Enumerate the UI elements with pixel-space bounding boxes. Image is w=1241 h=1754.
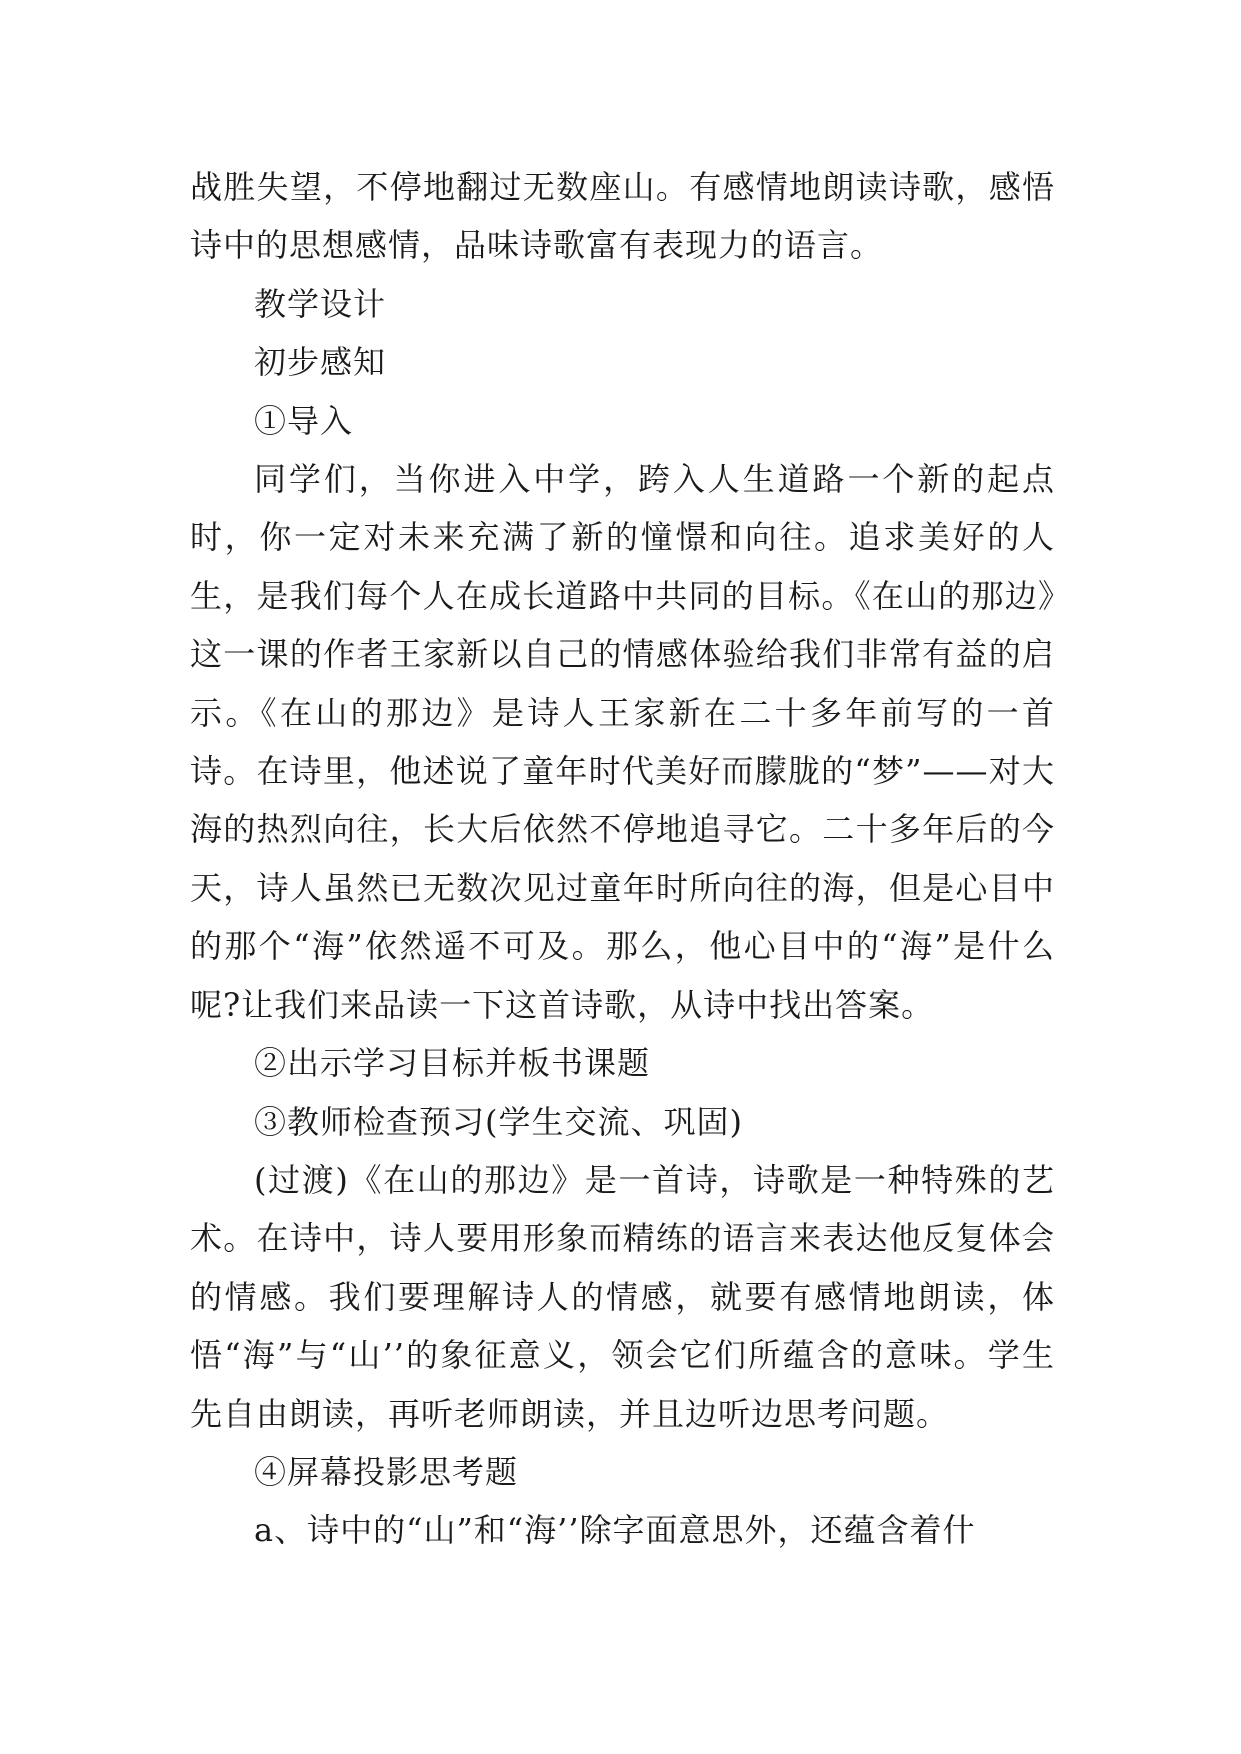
heading-screen-questions: ④屏幕投影思考题 — [254, 1452, 519, 1491]
document-body — [190, 158, 1055, 1560]
heading-learning-goals: ②出示学习目标并板书课题 — [254, 1044, 651, 1083]
paragraph-transition: (过渡)《在山的那边》是一首诗，诗歌是一种特殊的艺术。在诗中，诗人要用形象而精练的语言来表达他反复体会的情感。我们要理解诗人的情感，就要有感情地朗读，体悟“海”与“山’’的象征意义，领会它们所蕴含的意味。学生先自由朗读，再听老师朗读，并且边听边思考问题。 — [190, 1160, 1055, 1433]
heading-check-preview: ③教师检查预习(学生交流、巩固) — [254, 1102, 743, 1141]
paragraph-intro-continuation: 战胜失望，不停地翻过无数座山。有感情地朗读诗歌，感悟诗中的思想感情，品味诗歌富有表现力的语言。 — [190, 168, 1055, 265]
paragraph-question-a: a、诗中的“山”和“海’’除字面意思外，还蕴含着什 — [254, 1511, 976, 1550]
heading-initial-perception: 初步感知 — [254, 343, 387, 382]
paragraph-introduction-body: 同学们，当你进入中学，跨入人生道路一个新的起点时，你一定对未来充满了新的憧憬和向往。追求美好的人生，是我们每个人在成长道路中共同的目标。《在山的那边》这一课的作者王家新以自己的情感体验给我们非常有益的启示。《在山的那边》是诗人王家新在二十多年前写的一首诗。在诗里，他述说了童年时代美好而朦胧的“梦”——对大海的热烈向往，长大后依然不停地追寻它。二十多年后的今天，诗人虽然已无数次见过童年时所向往的海，但是心目中的那个“海”依然遥不可及。那么，他心目中的“海”是什么呢?让我们来品读一下这首诗歌，从诗中找出答案。 — [190, 460, 1055, 1024]
heading-teaching-design: 教学设计 — [254, 284, 387, 323]
heading-introduction: ①导入 — [254, 401, 354, 440]
